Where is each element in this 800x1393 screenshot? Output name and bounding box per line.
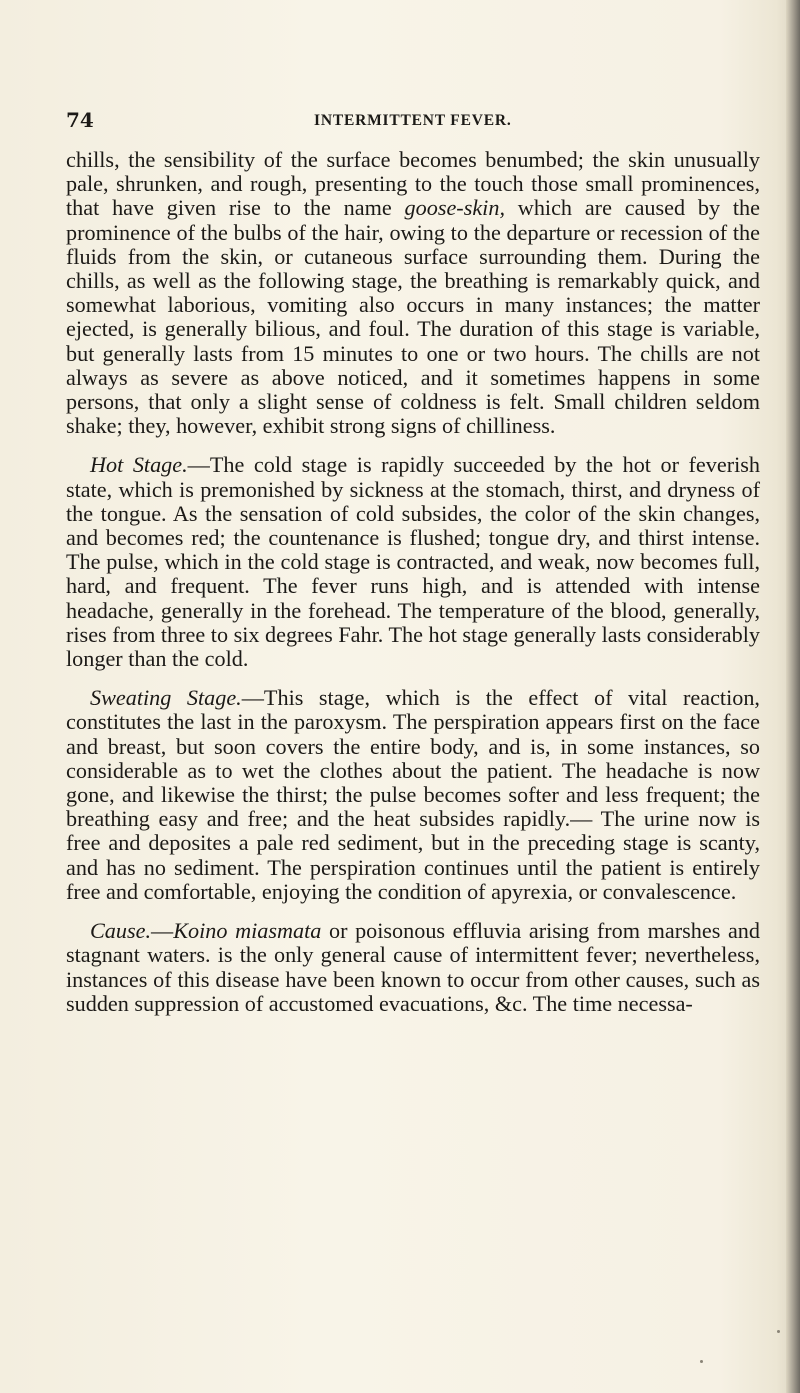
- body-text: [66, 148, 760, 1016]
- paper-speck: [777, 1330, 780, 1333]
- em-dash: —: [151, 918, 174, 944]
- section-heading-hot-stage: Hot Stage.: [90, 452, 188, 478]
- paragraph-hot-stage: [66, 453, 760, 671]
- page-number: 74: [66, 108, 94, 132]
- paper-speck: [700, 1360, 703, 1363]
- italic-term: Koino miasmata: [173, 918, 322, 944]
- paragraph-sweating-stage: [66, 686, 760, 904]
- paragraph-text: chills, the sensibility of the surface becomes benumbed; the skin unusually pale, shrunken, and rough, presenting to the touch those small prominences, that have given rise to the name: [66, 147, 760, 221]
- paragraph-text: which are caused by the prominence of the bulbs of the hair, owing to the departure or recession of the fluids from the skin, or cutaneous surface surrounding them. During the chills, as well as the following stage, the breathing is remarkably quick, and somewhat laborious, vomiting also occurs in many instances; the matter ejected, is generally bilious, and foul. The duration of this stage is variable, but generally lasts from 15 minutes to one or two hours. The chills are not always as severe as above noticed, and it sometimes happens in some persons, that only a slight sense of coldness is felt. Small children seldom shake; they, however, exhibit strong signs of chilliness.: [66, 195, 760, 439]
- paragraph-cause: [66, 919, 760, 1016]
- page-edge-shadow: [786, 0, 800, 1393]
- section-heading-cause: Cause.: [90, 918, 152, 944]
- italic-term: goose-skin,: [404, 195, 505, 221]
- paragraph-text: or poisonous effluvia arising from marshes and stagnant waters. is the only general cause of intermittent fever; nevertheless, instances of this disease have been known to occur from other causes, such as sudden suppression of accustomed evacuations, &c. The time necessa-: [66, 918, 760, 1016]
- paragraph-text: —This stage, which is the effect of vital reaction, constitutes the last in the paroxysm. The perspiration appears first on the face and breast, but soon covers the entire body, and is, in some instances, so considerable as to wet the clothes about the patient. The headache is now gone, and likewise the thirst; the pulse becomes softer and less frequent; the breathing easy and free; and the heat subsides rapidly.— The urine now is free and deposites a pale red sediment, but in the preceding stage is scanty, and has no sediment. The perspiration continues until the patient is entirely free and comfortable, enjoying the condition of apyrexia, or convalescence.: [66, 685, 760, 904]
- paragraph-text: —The cold stage is rapidly succeeded by the hot or feverish state, which is premonished by sickness at the stomach, thirst, and dryness of the tongue. As the sensation of cold subsides, the color of the skin changes, and becomes red; the countenance is flushed; tongue dry, and thirst intense. The pulse, which in the cold stage is contracted, and weak, now becomes full, hard, and frequent. The fever runs high, and is attended with intense headache, generally in the forehead. The temperature of the blood, generally, rises from three to six degrees Fahr. The hot stage generally lasts considerably longer than the cold.: [66, 452, 760, 672]
- section-heading-sweating-stage: Sweating Stage.: [90, 685, 242, 711]
- page-header: [66, 108, 756, 132]
- running-head: INTERMITTENT FEVER.: [314, 112, 512, 129]
- paragraph-chills: [66, 148, 760, 438]
